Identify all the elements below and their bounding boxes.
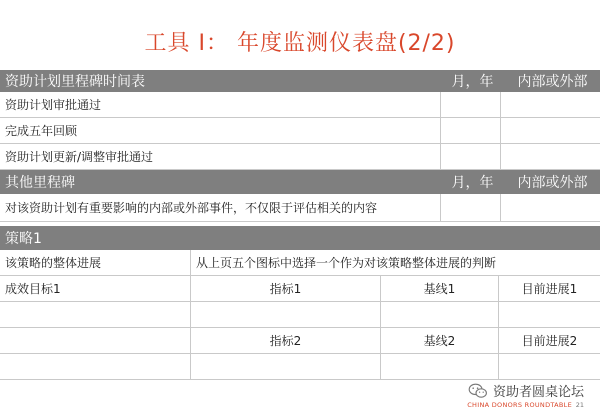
month-year-cell[interactable] bbox=[440, 92, 500, 117]
brand-name: 资助者圆桌论坛 bbox=[492, 385, 584, 400]
progress-label: 该策略的整体进展 bbox=[5, 256, 102, 270]
page-number: 21 bbox=[575, 401, 584, 409]
brand-subtitle: CHINA DONORS ROUNDTABLE bbox=[467, 401, 572, 409]
baseline1-value[interactable] bbox=[380, 302, 498, 327]
milestone-label: 资助计划更新/调整审批通过 bbox=[5, 150, 154, 164]
strategy-header: 策略1 bbox=[5, 231, 42, 247]
table-row bbox=[0, 92, 600, 118]
month-year-cell[interactable] bbox=[440, 118, 500, 143]
page-title: 工具 I： 年度监测仪表盘(2/2) bbox=[144, 31, 456, 56]
month-year-cell[interactable] bbox=[440, 194, 500, 221]
table-row bbox=[0, 354, 600, 380]
current2-label: 目前进展2 bbox=[498, 328, 600, 353]
table-row bbox=[0, 194, 600, 222]
internal-external-header: 内部或外部 bbox=[517, 175, 588, 191]
event-label: 对该资助计划有重要影响的内部或外部事件，不仅限于评估相关的内容 bbox=[5, 201, 378, 215]
outcome-label: 成效目标1 bbox=[5, 282, 61, 296]
milestones-header: 资助计划里程碑时间表 bbox=[5, 74, 145, 90]
internal-external-cell[interactable] bbox=[500, 92, 600, 117]
table-row bbox=[0, 276, 600, 302]
milestone-label: 资助计划审批通过 bbox=[5, 98, 102, 112]
month-year-header: 月，年 bbox=[451, 175, 494, 191]
internal-external-cell[interactable] bbox=[500, 118, 600, 143]
indicator1-label: 指标1 bbox=[190, 276, 380, 301]
internal-external-cell[interactable] bbox=[500, 144, 600, 169]
current2-value[interactable] bbox=[498, 354, 600, 379]
table-row bbox=[0, 328, 600, 354]
strategy-header-row bbox=[0, 226, 600, 250]
indicator1-value[interactable] bbox=[190, 302, 380, 327]
current1-value[interactable] bbox=[498, 302, 600, 327]
wechat-icon bbox=[468, 383, 488, 399]
footer-brand bbox=[468, 381, 584, 400]
milestones-header-row bbox=[0, 70, 600, 92]
month-year-cell[interactable] bbox=[440, 144, 500, 169]
baseline2-value[interactable] bbox=[380, 354, 498, 379]
baseline2-label: 基线2 bbox=[380, 328, 498, 353]
table-row bbox=[0, 302, 600, 328]
milestone-label: 完成五年回顾 bbox=[5, 124, 78, 138]
progress-instruction: 从上页五个图标中选择一个作为对该策略整体进展的判断 bbox=[190, 250, 600, 275]
indicator2-value[interactable] bbox=[190, 354, 380, 379]
month-year-header: 月，年 bbox=[451, 74, 494, 90]
other-milestones-header-row bbox=[0, 170, 600, 194]
table-row bbox=[0, 118, 600, 144]
table-row bbox=[0, 250, 600, 276]
baseline1-label: 基线1 bbox=[380, 276, 498, 301]
indicator2-label: 指标2 bbox=[190, 328, 380, 353]
table-row bbox=[0, 144, 600, 170]
internal-external-header: 内部或外部 bbox=[517, 74, 588, 90]
other-milestones-header: 其他里程碑 bbox=[5, 175, 75, 191]
current1-label: 目前进展1 bbox=[498, 276, 600, 301]
internal-external-cell[interactable] bbox=[500, 194, 600, 221]
